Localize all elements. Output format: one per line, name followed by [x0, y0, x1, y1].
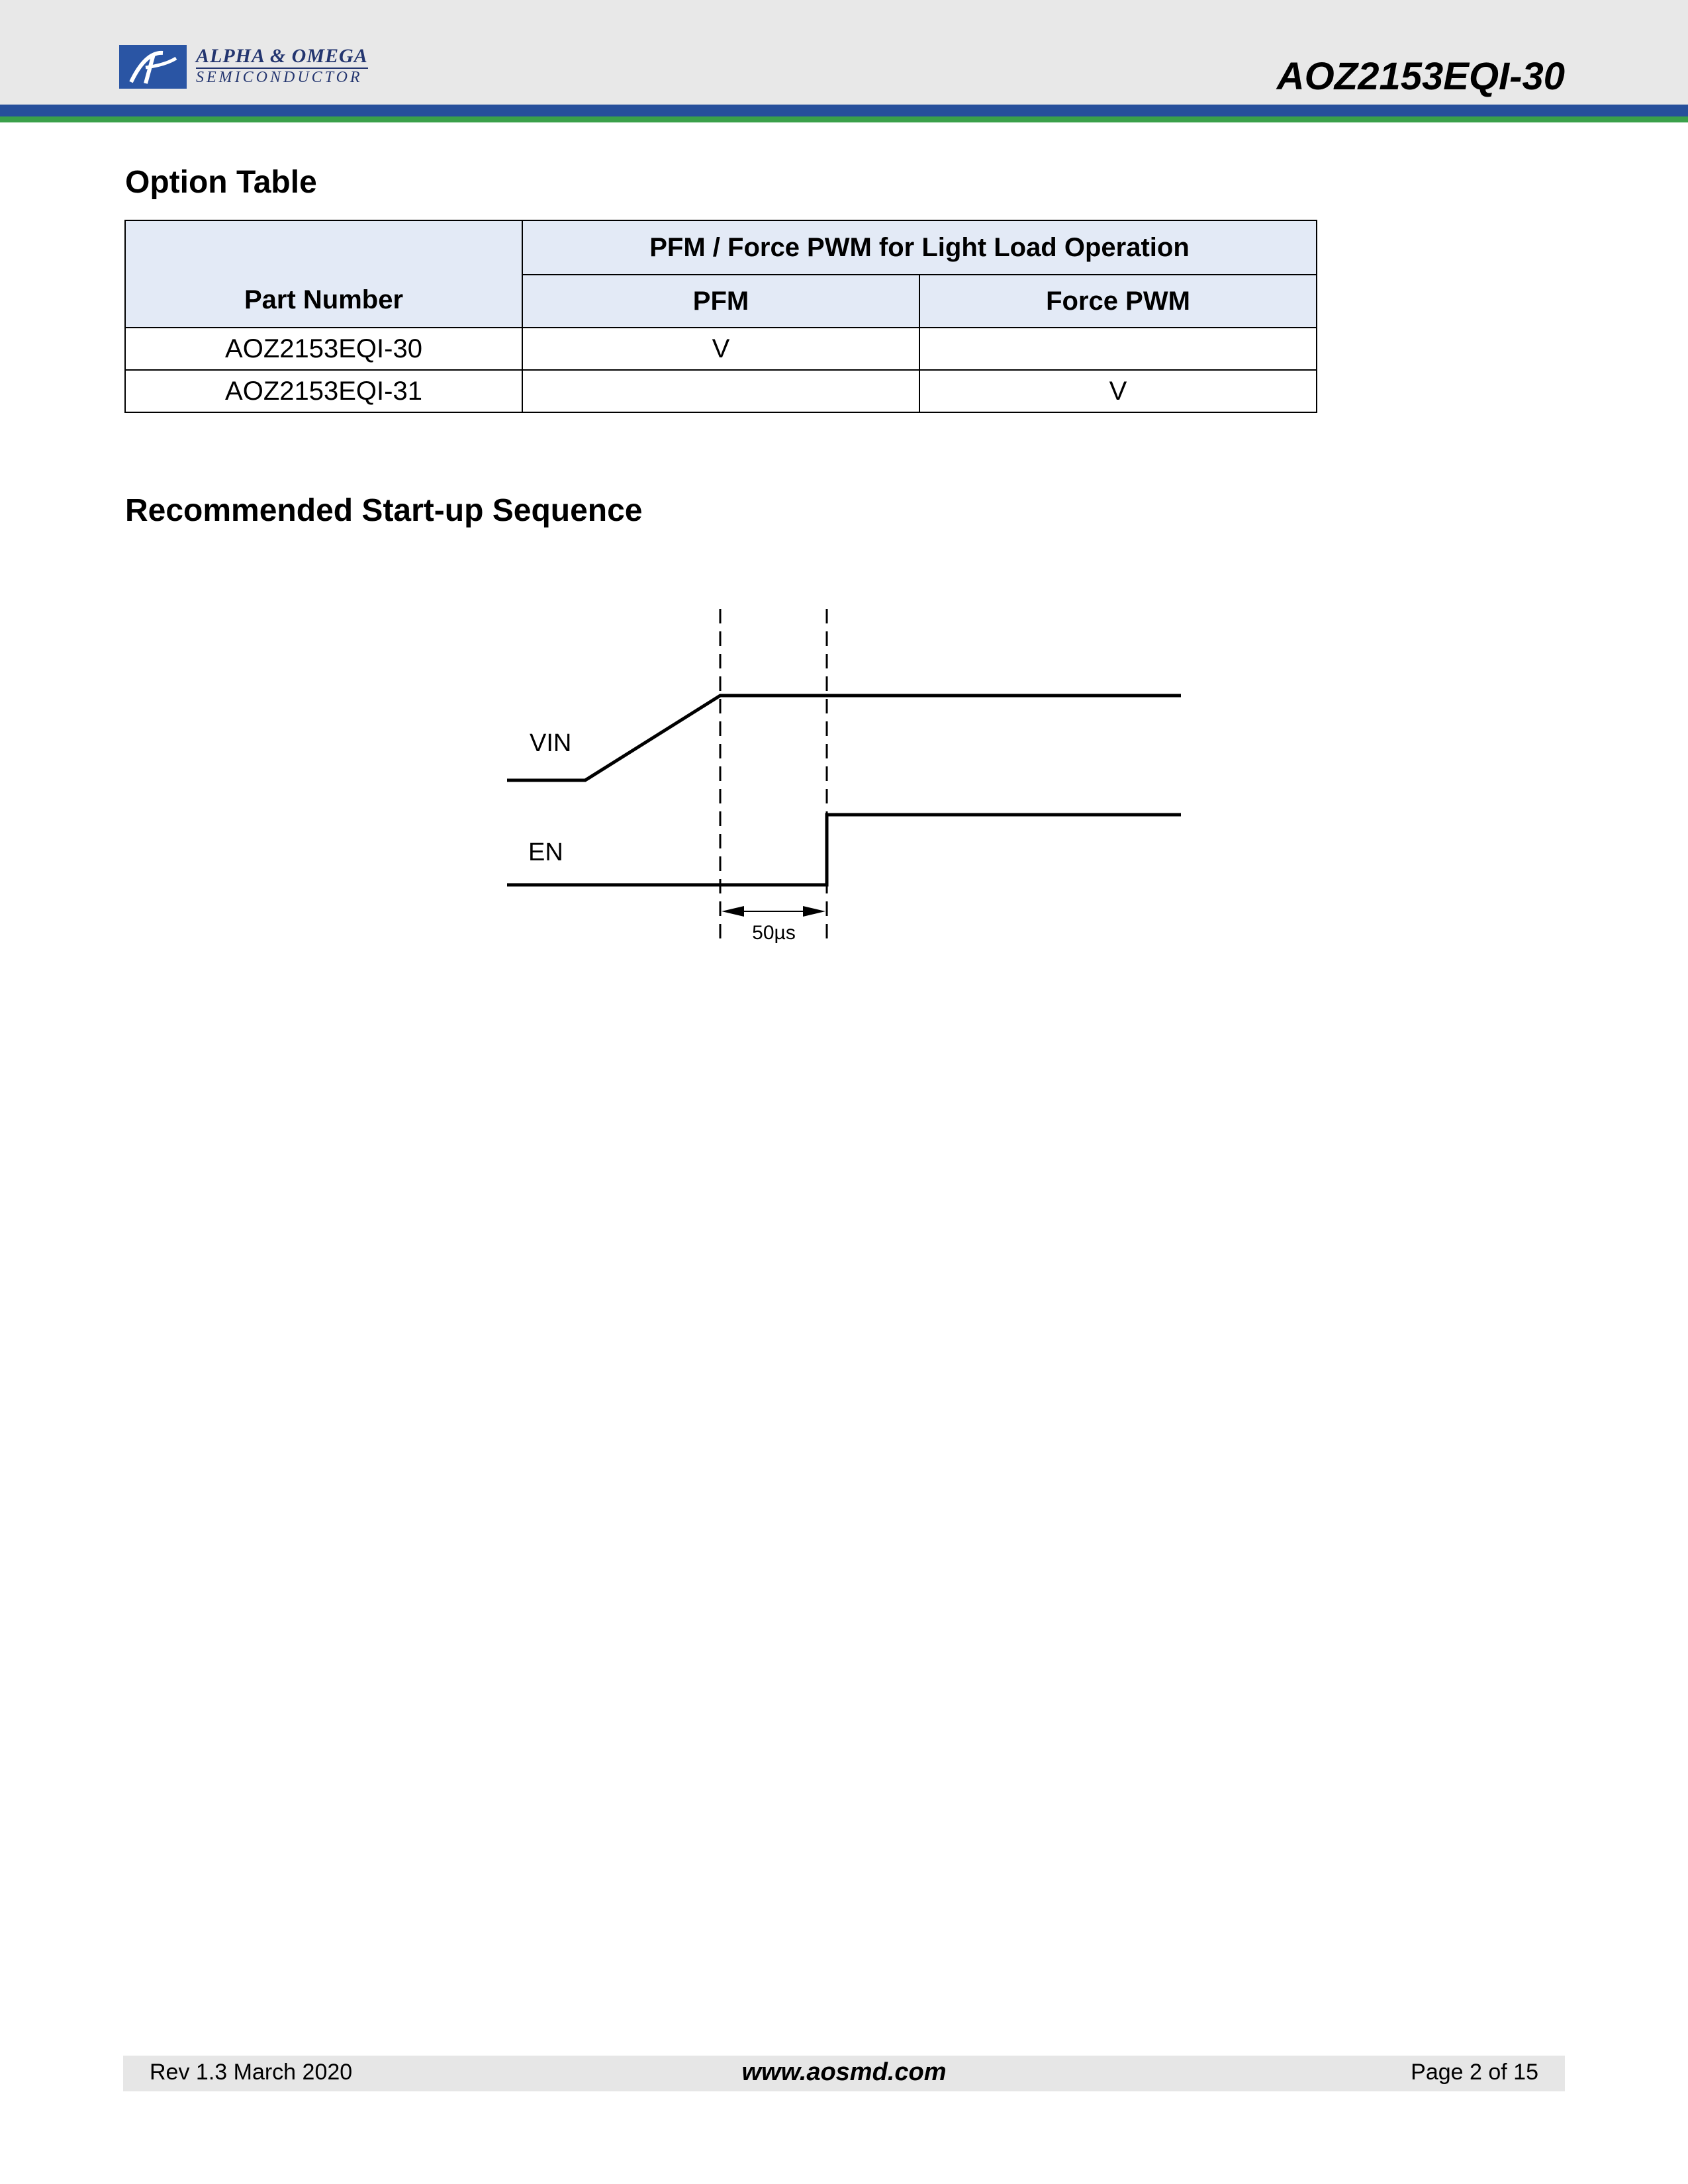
en-label: EN [528, 839, 563, 866]
vin-waveform [507, 696, 1181, 780]
cell-pfm: V [522, 328, 919, 370]
header-rule-green [0, 116, 1688, 122]
header-part-number: Part Number [125, 220, 522, 328]
cell-part: AOZ2153EQI-30 [125, 328, 522, 370]
header-force-pwm: Force PWM [919, 275, 1317, 328]
footer-revision: Rev 1.3 March 2020 [150, 2060, 353, 2085]
footer-website[interactable]: www.aosmd.com [741, 2058, 947, 2086]
header-pfm: PFM [522, 275, 919, 328]
table-row [125, 328, 1317, 370]
table-row [125, 370, 1317, 412]
footer-page-number: Page 2 of 15 [1411, 2060, 1538, 2085]
document-title: AOZ2153EQI-30 [1276, 55, 1565, 98]
logo-company-name: ALPHA & OMEGA [196, 45, 368, 69]
cell-part: AOZ2153EQI-31 [125, 370, 522, 412]
startup-sequence-title: Recommended Start-up Sequence [125, 493, 643, 528]
aos-logo-icon [119, 45, 187, 89]
header-light-load-operation: PFM / Force PWM for Light Load Operation [522, 220, 1317, 275]
option-table [124, 220, 1317, 413]
delay-label: 50µs [752, 922, 796, 944]
en-waveform [507, 815, 1181, 885]
option-table-title: Option Table [125, 165, 317, 200]
header-rule-blue [0, 105, 1688, 116]
delay-arrow-right [803, 906, 825, 917]
cell-force-pwm: V [919, 370, 1317, 412]
delay-arrow-left [722, 906, 744, 917]
vin-label: VIN [530, 729, 572, 757]
logo-company-subtitle: SEMICONDUCTOR [196, 69, 363, 86]
cell-force-pwm [919, 328, 1317, 370]
company-logo [119, 45, 397, 91]
cell-pfm [522, 370, 919, 412]
